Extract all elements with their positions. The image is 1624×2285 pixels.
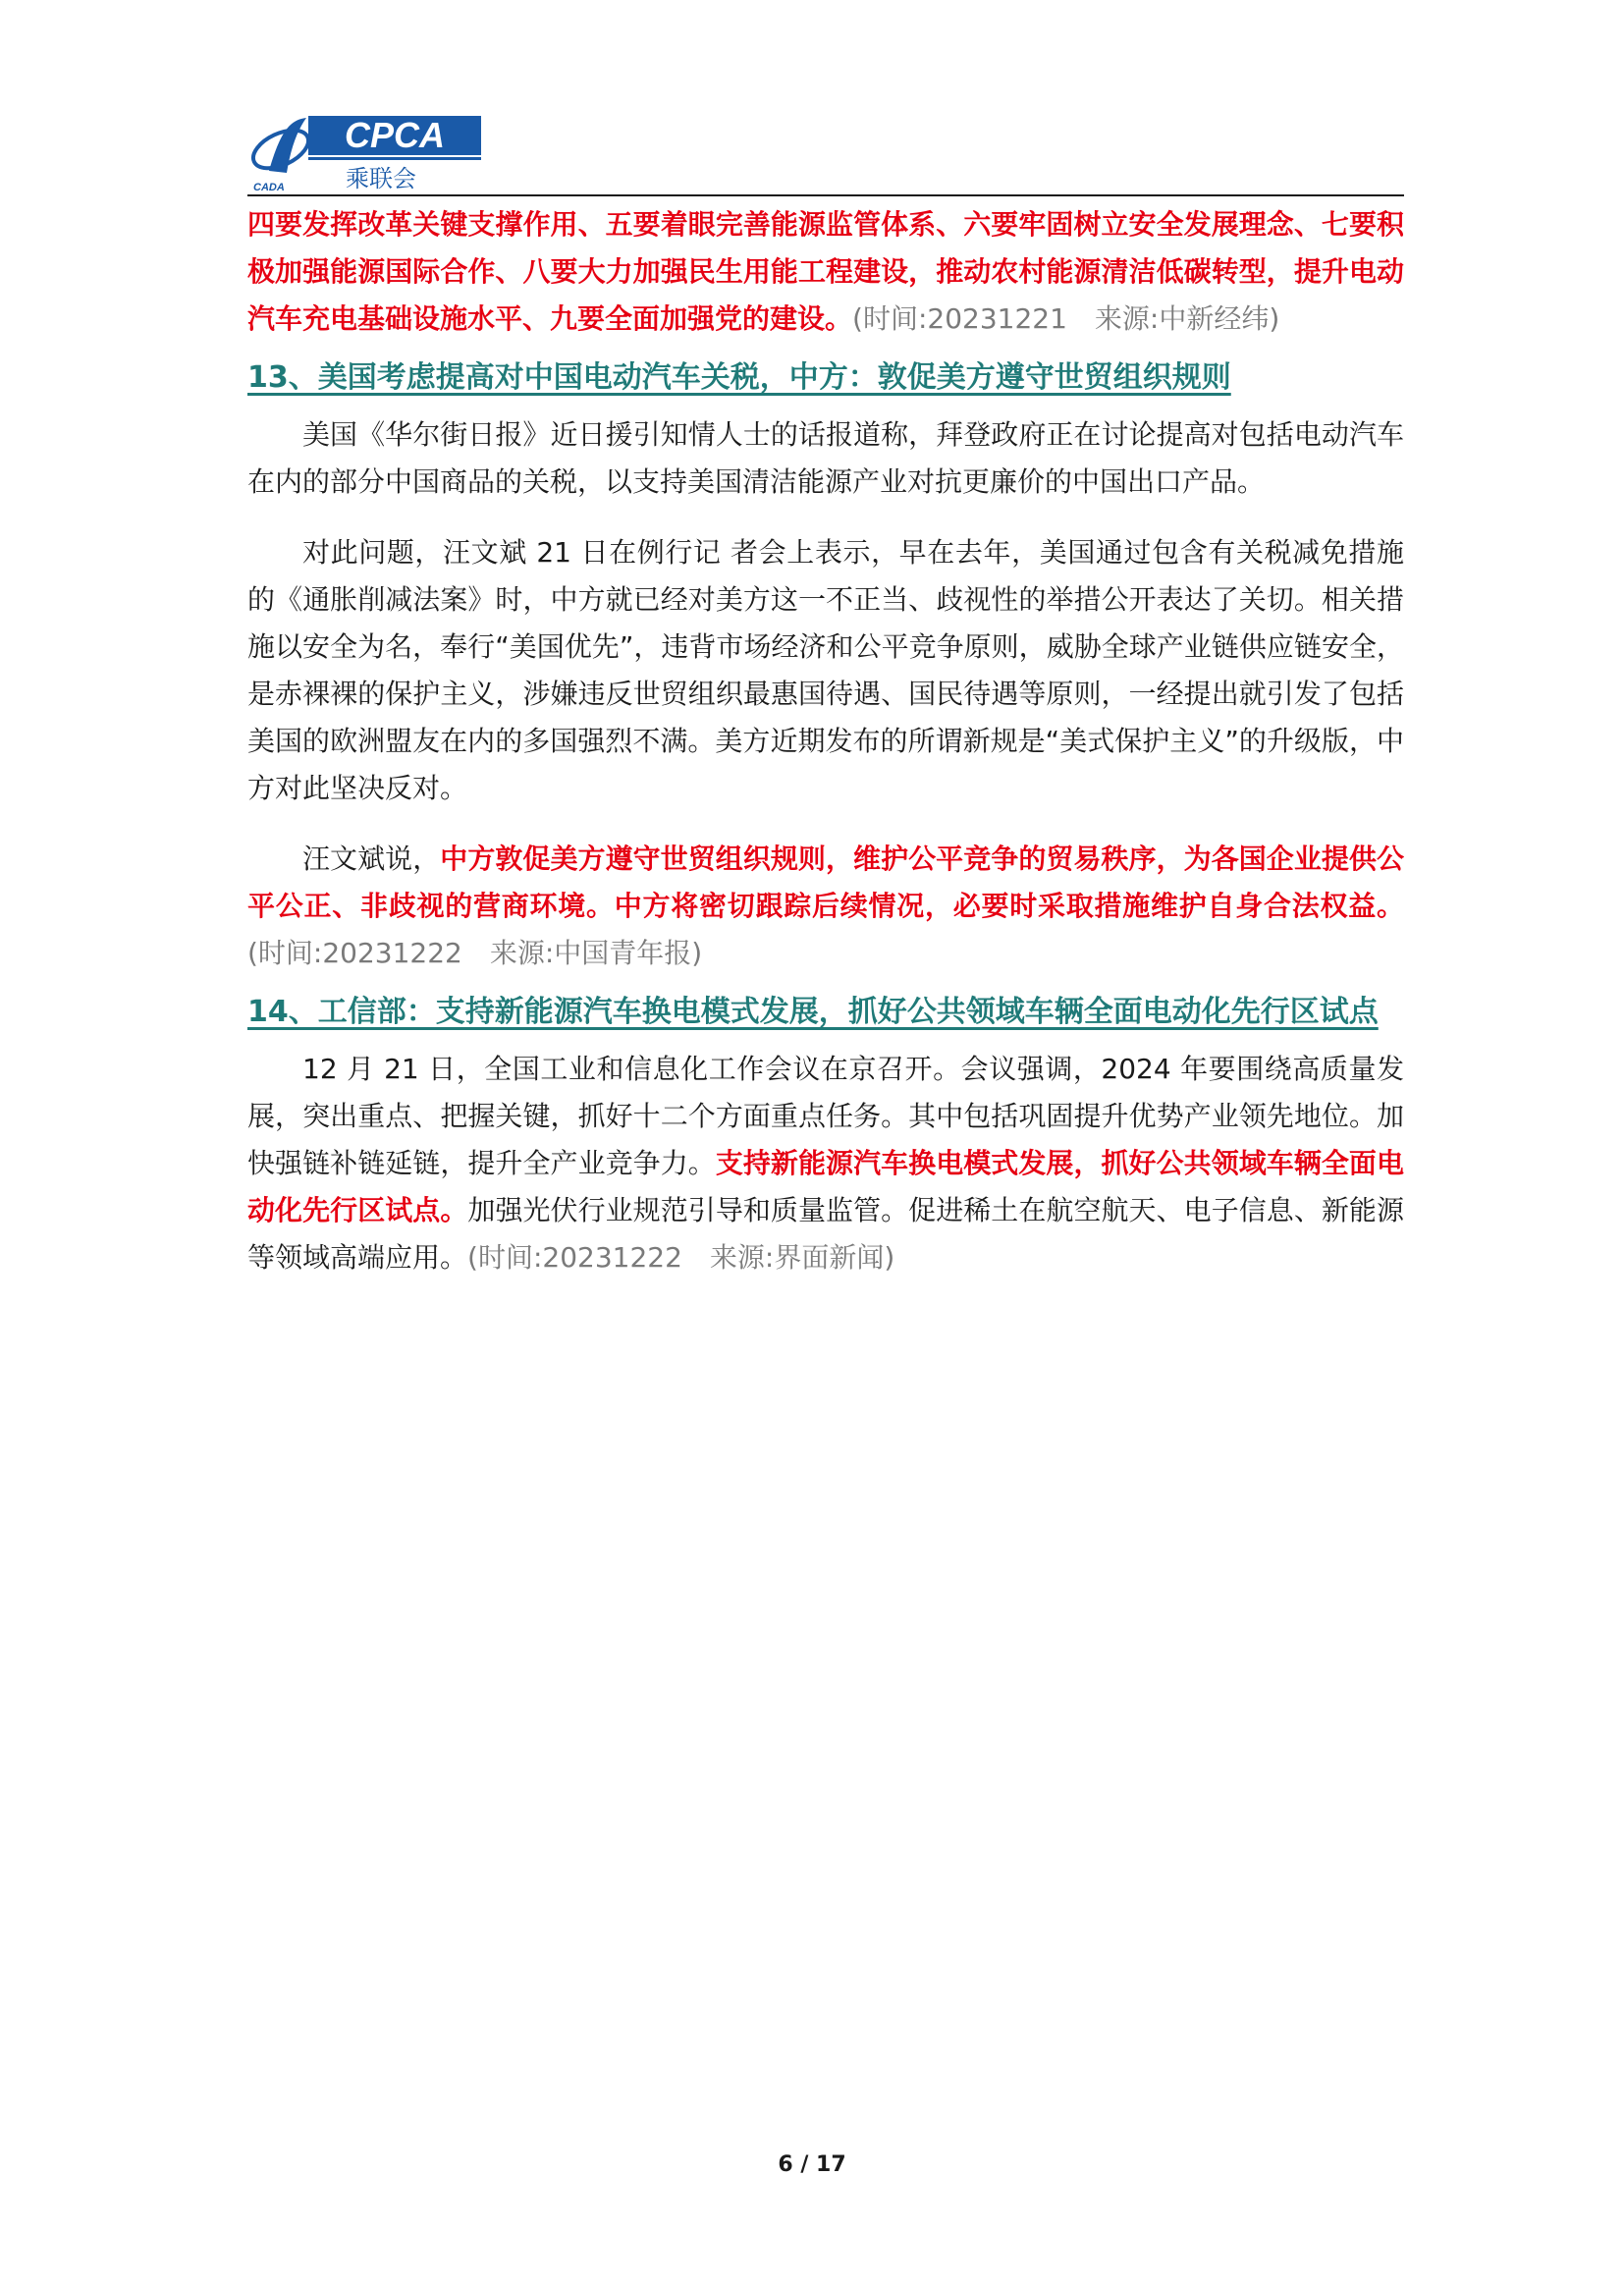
section-13-paragraph-3 bbox=[247, 836, 1404, 977]
section-14-heading: 14、工信部：支持新能源汽车换电模式发展，抓好公共领域车辆全面电动化先行区试点 bbox=[247, 995, 1379, 1029]
section-14-highlight: 支持新能源汽车换电模式发展，抓好公共领域车辆全面电动化先行区试点。 bbox=[247, 1147, 1404, 1226]
cpca-logo-icon bbox=[247, 110, 483, 194]
section-13-lead: 汪文斌说， bbox=[302, 843, 441, 875]
document-body bbox=[247, 201, 1404, 1281]
section-13-paragraph-1: 美国《华尔街日报》近日援引知情人士的话报道称，拜登政府正在讨论提高对包括电动汽车在内的部分中国商品的关税，以支持美国清洁能源产业对抗更廉价的中国出口产品。 bbox=[247, 418, 1404, 498]
intro-highlight: 四要发挥改革关键支撑作用、五要着眼完善能源监管体系、六要牢固树立安全发展理念、七要积极加强能源国际合作、八要大力加强民生用能工程建设，推动农村能源清洁低碳转型，提升电动汽车充电基础设施水平、九要全面加强党的建设。 bbox=[247, 208, 1404, 335]
section-14-lead: 12 月 21 日，全国工业和信息化工作会议在京召开。会议强调，2024 年要围绕高质量发展，突出重点、把握关键，抓好十二个方面重点任务。其中包括巩固提升优势产业领先地位。加快强链补链延链，提升全产业竞争力。 bbox=[247, 1053, 1404, 1179]
svg-text:乘联会: 乘联会 bbox=[346, 165, 416, 192]
intro-paragraph bbox=[247, 201, 1404, 343]
section-13-heading: 13、美国考虑提高对中国电动汽车关税，中方：敦促美方遵守世贸组织规则 bbox=[247, 360, 1231, 395]
svg-text:CADA: CADA bbox=[253, 182, 285, 193]
section-14-tail: 加强光伏行业规范引导和质量监管。促进稀土在航空航天、电子信息、新能源等领域高端应用。 bbox=[247, 1194, 1404, 1274]
section-14-paragraph-1 bbox=[247, 1046, 1404, 1281]
intro-source: (时间:20231221 来源:中新经纬) bbox=[852, 302, 1280, 335]
page-header bbox=[247, 110, 1404, 198]
svg-text:CPCA: CPCA bbox=[344, 115, 446, 155]
header-rule bbox=[247, 194, 1404, 196]
page-number: 6 / 17 bbox=[778, 2152, 846, 2177]
section-13-highlight: 中方敦促美方遵守世贸组织规则，维护公平竞争的贸易秩序，为各国企业提供公平公正、非歧视的营商环境。中方将密切跟踪后续情况，必要时采取措施维护自身合法权益。 bbox=[247, 843, 1404, 922]
section-13-source: (时间:20231222 来源:中国青年报) bbox=[247, 937, 703, 969]
section-14-source: (时间:20231222 来源:界面新闻) bbox=[467, 1241, 895, 1274]
section-13-paragraph-2: 对此问题，汪文斌 21 日在例行记 者会上表示，早在去年，美国通过包含有关税减免措施的《通胀削减法案》时，中方就已经对美方这一不正当、歧视性的举措公开表达了关切。相关措施以安全为名，奉行“美国优先”，违背市场经济和公平竞争原则，威胁全球产业链供应链安全，是赤裸裸的保护主义，涉嫌违反世贸组织最惠国待遇、国民待遇等原则，一经提出就引发了包括美国的欧洲盟友在内的多国强烈不满。美方近期发布的所谓新规是“美式保护主义”的升级版，中方对此坚决反对。 bbox=[247, 536, 1404, 804]
